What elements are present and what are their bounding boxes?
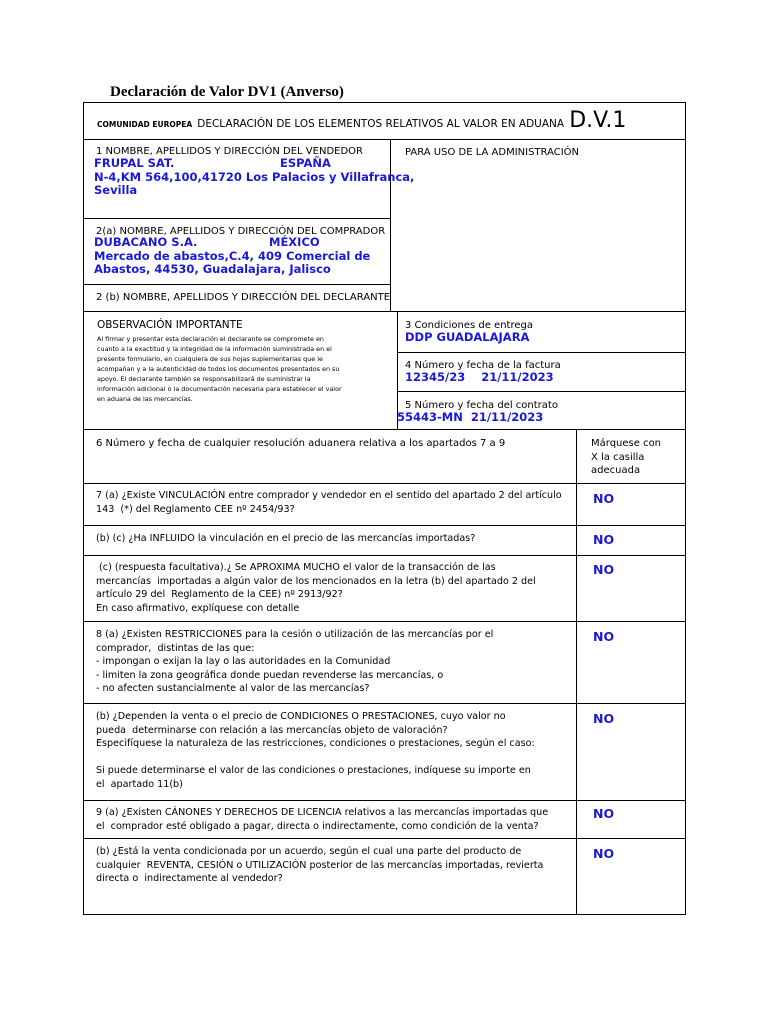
- delivery-label: 3 Condiciones de entrega: [405, 320, 533, 331]
- buyer-country: MÉXICO: [269, 235, 320, 249]
- question-7b: (b) (c) ¿Ha INFLUIDO la vinculación en el precio de las mercancías importadas?: [96, 533, 476, 544]
- mark-instruction-line: X la casilla: [591, 452, 645, 463]
- divider: [83, 621, 686, 622]
- form-header: [97, 108, 626, 133]
- seller-country: ESPAÑA: [280, 156, 331, 170]
- seller-address-line-2: Sevilla: [94, 183, 138, 197]
- community-label: COMUNIDAD EUROPEA: [97, 120, 193, 129]
- question-8b: (b) ¿Dependen la venta o el precio de CONDICIONES O PRESTACIONES, cuyo valor no pueda determinarse con relación a las mercancías objeto de valoración? Especifíquese la naturaleza de las restricciones, condiciones o prestaciones, según el caso: Si puede determinarse el valor de las condiciones o prestaciones, indíquese su importe en el apartado 11(b): [96, 711, 535, 790]
- observation-title: OBSERVACIÓN IMPORTANTE: [97, 319, 243, 331]
- divider: [83, 311, 686, 312]
- invoice-label: 4 Número y fecha de la factura: [405, 360, 561, 371]
- divider: [397, 391, 686, 392]
- answer-8b: NO: [593, 711, 615, 726]
- mark-instruction-line: Márquese con: [591, 438, 662, 449]
- divider: [83, 218, 391, 219]
- question-7a: 7 (a) ¿Existe VINCULACIÓN entre comprador y vendedor en el sentido del apartado 2 del artículo 143 (*) del Reglamento CEE nº 2454/93?: [96, 490, 562, 515]
- divider: [83, 525, 686, 526]
- divider: [576, 429, 577, 915]
- delivery-value: DDP GUADALAJARA: [405, 330, 530, 344]
- divider: [397, 352, 686, 353]
- mark-instruction-line: adecuada: [591, 465, 641, 476]
- answer-8a: NO: [593, 629, 615, 644]
- observation-text: [97, 334, 342, 404]
- observation-line: información adicional o la documentación necesaria para establecer el valor: [97, 385, 342, 393]
- question-8a: 8 (a) ¿Existen RESTRICCIONES para la cesión o utilización de las mercancías por el comprador, distintas de las que: - impongan o exijan la lay o las autoridades en la Comunidad - limiten la zona geográfica donde puedan revenderse las mercancías, o - no afecten sustancialmente al valor de las mercancías?: [96, 629, 494, 695]
- question-9a: 9 (a) ¿Existen CÁNONES Y DERECHOS DE LICENCIA relativos a las mercancías importadas que el comprador esté obligado a pagar, directa o indirectamente, como condición de la venta?: [96, 807, 549, 832]
- answer-7b: NO: [593, 532, 615, 547]
- divider: [83, 703, 686, 704]
- administration-label: PARA USO DE LA ADMINISTRACIÓN: [405, 147, 580, 158]
- answer-7c: NO: [593, 562, 615, 577]
- observation-line: apoyo. El declarante también se responsabilizará de suministrar la: [97, 375, 311, 383]
- buyer-name: DUBACANO S.A.: [94, 235, 198, 249]
- divider: [83, 800, 686, 801]
- observation-line: presente formulario, en cualquiera de sus hojas suplementarias que le: [97, 355, 323, 363]
- invoice-value: 12345/23 21/11/2023: [405, 370, 554, 384]
- observation-line: en aduana de las mercancías.: [97, 395, 193, 403]
- contract-value: 55443-MN 21/11/2023: [397, 410, 544, 424]
- buyer-label: 2(a) NOMBRE, APELLIDOS Y DIRECCIÓN DEL COMPRADOR: [96, 226, 386, 237]
- seller-address-line-1: N-4,KM 564,100,41720 Los Palacios y Villafranca,: [94, 170, 415, 184]
- answer-7a: NO: [593, 491, 615, 506]
- resolution-label: 6 Número y fecha de cualquier resolución aduanera relativa a los apartados 7 a 9: [96, 438, 506, 449]
- observation-line: acompañan y a la autenticidad de todos los documentos presentados en su: [97, 365, 340, 373]
- seller-label: 1 NOMBRE, APELLIDOS Y DIRECCIÓN DEL VENDEDOR: [96, 146, 363, 157]
- observation-line: Al firmar y presentar esta declaración el declarante se compromete en: [97, 335, 324, 343]
- question-7c: (c) (respuesta facultativa).¿ Se APROXIMA MUCHO el valor de la transacción de las mercancías importadas a algún valor de los mencionados en la letra (b) del apartado 2 del artículo 29 del Reglamento de la CEE) nº 2913/92? En caso afirmativo, explíquese con detalle: [96, 562, 536, 614]
- document-title: Declaración de Valor DV1 (Anverso): [110, 84, 344, 100]
- form-code: D.V.1: [569, 108, 627, 133]
- divider: [83, 555, 686, 556]
- buyer-address-line-1: Mercado de abastos,C.4, 409 Comercial de: [94, 249, 371, 263]
- divider: [83, 139, 686, 140]
- declaration-label: DECLARACIÓN DE LOS ELEMENTOS RELATIVOS AL VALOR EN ADUANA: [197, 118, 565, 130]
- divider: [83, 838, 686, 839]
- observation-line: cuanto a la exactitud y la integridad de la información suministrada en el: [97, 345, 332, 353]
- divider: [390, 139, 391, 311]
- answer-9b: NO: [593, 846, 615, 861]
- answer-9a: NO: [593, 806, 615, 821]
- buyer-address-line-2: Abastos, 44530, Guadalajara, Jalisco: [94, 262, 331, 276]
- seller-name: FRUPAL SAT.: [94, 156, 175, 170]
- divider: [83, 429, 686, 430]
- divider: [83, 483, 686, 484]
- question-9b: (b) ¿Está la venta condicionada por un acuerdo, según el cual una parte del producto de cualquier REVENTA, CESIÓN o UTILIZACIÓN posterior de las mercancías importadas, revierta directa o indirectamente al vendedor?: [96, 846, 544, 885]
- declarant-label: 2 (b) NOMBRE, APELLIDOS Y DIRECCIÓN DEL DECLARANTE: [96, 292, 391, 303]
- contract-label: 5 Número y fecha del contrato: [405, 400, 558, 411]
- divider: [83, 284, 391, 285]
